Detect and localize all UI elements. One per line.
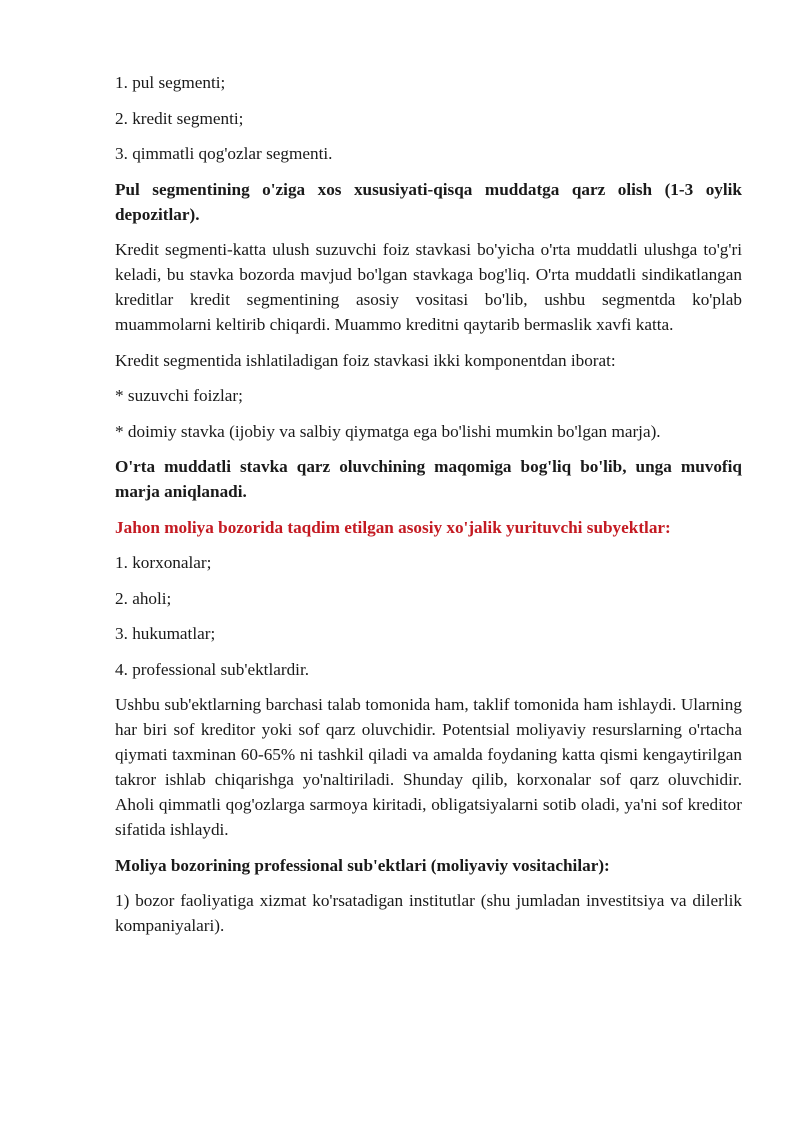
list-item-kredit-segmenti: 2. kredit segmenti; bbox=[115, 108, 244, 128]
list-item-bozor-institutlari: 1) bozor faoliyatiga xizmat ko'rsatadigan institutlar (shu jumladan investitsiya va dilerlik kompaniyalari). bbox=[115, 891, 742, 935]
bold-paragraph-orta-muddatli-stavka: O'rta muddatli stavka qarz oluvchining maqomiga bog'liq bo'lib, unga muvofiq marja aniqlanadi. bbox=[115, 457, 742, 501]
list-item-qimmatli-qogozlar-segmenti: 3. qimmatli qog'ozlar segmenti. bbox=[115, 144, 333, 163]
list-item-aholi: 2. aholi; bbox=[115, 588, 172, 608]
list-item-professional-subektlar: 4. professional sub'ektlardir. bbox=[115, 659, 310, 679]
bullet-item-suzuvchi-foizlar: * suzuvchi foizlar; bbox=[115, 386, 243, 405]
paragraph-subektlar-tavsifi: Ushbu sub'ektlarning barchasi talab tomonida ham, taklif tomonida ham ishlaydi. Ularning har biri sof kreditor yoki sof qarz oluvchidir. Potentsial moliyaviy resurslarning o'rtacha qiymati taxminan 60-65% ni tashkil qiladi va amalda foydaning katta qismi kengaytirilgan takror ishlab chiqarishga yo'naltiriladi. Shunday qilib, korxonalar sof qarz oluvchidir. Aholi qimmatli qog'ozlarga sarmoya kiritadi, obligatsiyalarni sotib oladi, ya'ni sof kreditor sifatida ishlaydi. bbox=[115, 695, 742, 839]
paragraph-foiz-stavkasi: Kredit segmentida ishlatiladigan foiz stavkasi ikki komponentdan iborat: bbox=[115, 350, 616, 370]
red-heading-subyektlar: Jahon moliya bozorida taqdim etilgan asosiy xo'jalik yurituvchi subyektlar: bbox=[115, 517, 671, 537]
paragraph-kredit-segmenti: Kredit segmenti-katta ulush suzuvchi foiz stavkasi bo'yicha o'rta muddatli ulushga to'g'ri keladi, bu stavka bozorda mavjud bo'lgan stavkaga bog'liq. O'rta muddatli sindikatlangan kreditlar kredit segmentining asosiy vositasi bo'lib, ushbu segmentda ko'plab muammolarni keltirib chiqardi. Muammo kreditni qaytarib bermaslik xavfi katta. bbox=[115, 240, 742, 334]
document-page bbox=[115, 70, 742, 949]
list-item-pul-segmenti: 1. pul segmenti; bbox=[115, 73, 226, 92]
list-item-hukumatlar: 3. hukumatlar; bbox=[115, 624, 216, 643]
bold-heading-moliyaviy-vositachilar: Moliya bozorining professional sub'ektlari (moliyaviy vositachilar): bbox=[115, 855, 610, 875]
bold-paragraph-pul-segment: Pul segmentining o'ziga xos xususiyati-qisqa muddatga qarz olish (1-3 oylik depozitlar). bbox=[115, 179, 742, 224]
bullet-item-doimiy-stavka: * doimiy stavka (ijobiy va salbiy qiymatga ega bo'lishi mumkin bo'lgan marja). bbox=[115, 421, 661, 441]
list-item-korxonalar: 1. korxonalar; bbox=[115, 553, 212, 572]
